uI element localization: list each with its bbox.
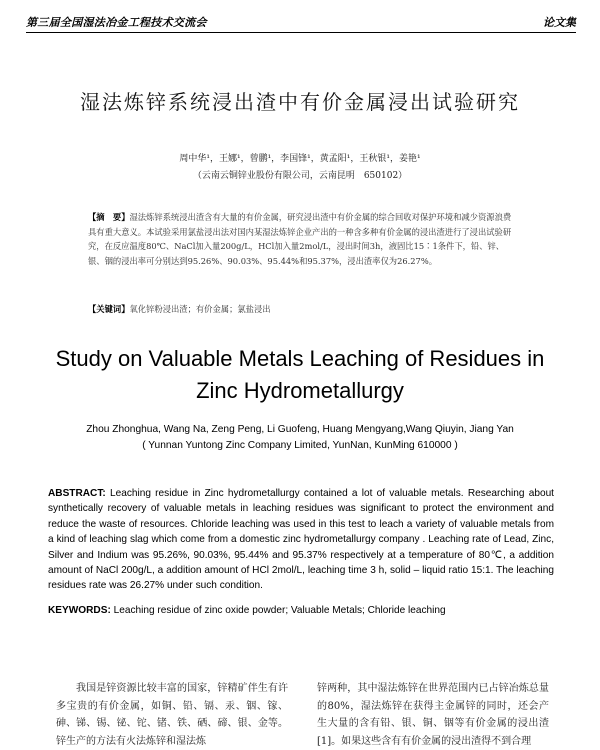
chinese-title: 湿法炼锌系统浸出渣中有价金属浸出试验研究 <box>80 90 520 114</box>
running-header <box>26 12 576 33</box>
chinese-keywords-label: 【关键词】 <box>88 304 130 314</box>
english-keywords <box>48 605 554 616</box>
chinese-abstract-text: 湿法炼锌系统浸出渣含有大量的有价金属，研究浸出渣中有价金属的综合回收对保护环境和减少资源浪费具有重大意义。本试验采用氯盐浸出法对国内某湿法炼锌企业产出的一种含多种有价金属的浸出渣进行了浸出试验研究，在反应温度80℃、NaCl加入量200g/L，HCl加入量2mol/L，浸出时间3h，液固比15∶1条件下，铅、锌、银、铟的浸出率可分别达到95.26%、90.03%、95.44%和95.37%，浸出渣率仅为26.27%。 <box>88 212 512 266</box>
english-keywords-text: Leaching residue of zinc oxide powder; Valuable Metals; Chloride leaching <box>110 605 446 616</box>
chinese-authors: 周中华¹，王娜¹，曾鹏¹，李国锋¹，黄孟阳¹，王秋银¹，姜艳¹ <box>179 154 421 164</box>
chinese-keywords-text: 氧化锌粉浸出渣；有价金属；氯盐浸出 <box>129 304 271 314</box>
body-column-right: 锌两种，其中湿法炼锌在世界范围内已占锌冶炼总量的80%，湿法炼锌在获得主金属锌的同时，还会产生大量的含有铅、银、铜、铟等有价金属的浸出渣[1]。如果这些含有有价金属的浸出渣得不到合理 <box>317 683 549 747</box>
section-name: 论文集 <box>543 16 576 29</box>
conference-name: 第三届全国湿法冶金工程技术交流会 <box>26 16 207 29</box>
english-affiliation: ( Yunnan Yuntong Zinc Company Limited, YunNan, KunMing 610000 ) <box>142 440 458 451</box>
body-column-left: 我国是锌资源比较丰富的国家，锌精矿伴生有许多宝贵的有价金属，如铜、铅、镉、汞、铟、镓、砷、锑、锡、铋、铊、锗、铁、硒、碲、银、金等。锌生产的方法有火法炼锌和湿法炼 <box>56 683 288 747</box>
english-keywords-label: KEYWORDS: <box>48 605 111 616</box>
chinese-affiliation: （云南云铜锌业股份有限公司，云南昆明 650102） <box>192 171 408 181</box>
english-abstract-text: Leaching residue in Zinc hydrometallurgy contained a lot of valuable metals. Researching about synthetically recovery of valuable metals in leaching residues was significant to protect the environment and reduce the waste of resources. Chloride leaching was used in this test to leach a variety of valuable metals from a kind of leaching slag which come from a domestic zinc hydrometallurgy company . Leaching rate of Lead, Zinc, Silver and Indium was 95.26%, 90.03%, 95.44% and 95.37% respectively at a temperature of 80℃, a addition amount of NaCl 200g/L, a addition amount of HCl 2mol/L, leaching time 3 h, solid – liquid ratio 15:1. The leaching residues rate was 26.27% under such condition. <box>48 488 554 592</box>
english-authors: Zhou Zhonghua, Wang Na, Zeng Peng, Li Guofeng, Huang Mengyang,Wang Qiuyin, Jiang Yan <box>86 424 514 435</box>
chinese-keywords <box>88 302 518 316</box>
chinese-abstract-label: 【摘 要】 <box>88 212 130 222</box>
chinese-abstract <box>88 210 518 268</box>
english-title: Study on Valuable Metals Leaching of Residues in Zinc Hydrometallurgy <box>55 346 545 403</box>
english-abstract-label: ABSTRACT: <box>48 488 106 499</box>
english-abstract <box>48 486 554 594</box>
